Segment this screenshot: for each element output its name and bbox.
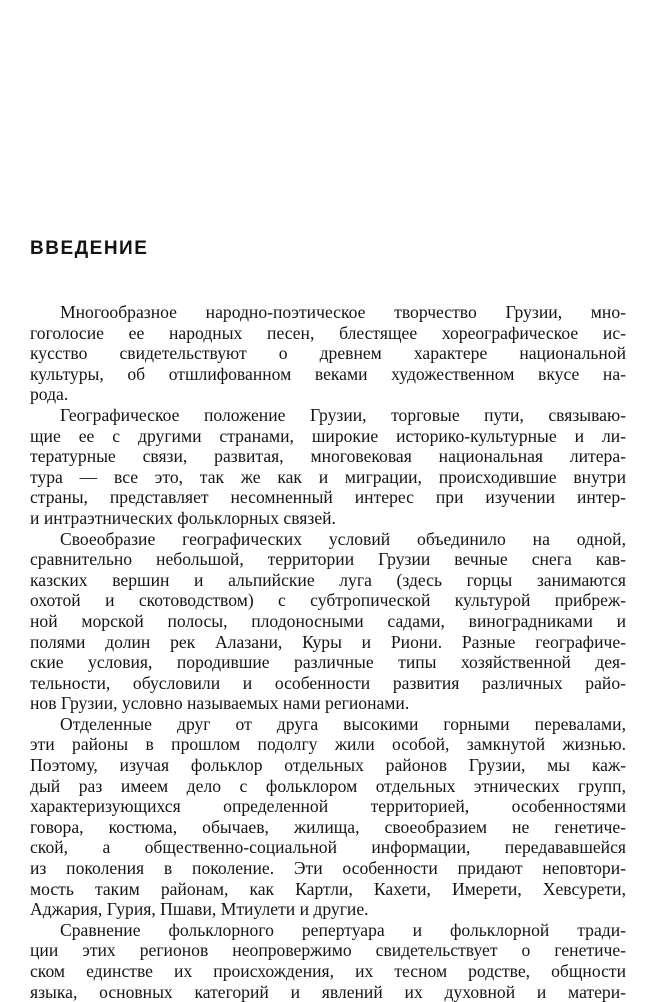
text-line: тура — все это, так же как и миграции, происходившие внутри bbox=[30, 466, 626, 487]
text-line: гоголосие ее народных песен, блестящее хореографическое ис- bbox=[30, 322, 626, 343]
text-line: страны, представляет несомненный интерес при изучении интер- bbox=[30, 487, 626, 508]
text-line: языка, основных категорий и явлений их духовной и матери- bbox=[30, 981, 626, 1002]
text-line: мость таким районам, как Картли, Кахети, Имерети, Хевсурети, bbox=[30, 878, 626, 899]
text-line: ские условия, породившие различные типы хозяйственной дея- bbox=[30, 652, 626, 673]
text-line: тературные связи, развитая, многовековая национальная литера- bbox=[30, 446, 626, 467]
text-line: охотой и скотоводством) с субтропической культурой прибреж- bbox=[30, 590, 626, 611]
text-line: Многообразное народно-поэтическое творчество Грузии, мно- bbox=[60, 302, 626, 322]
text-line: эти районы в прошлом подолгу жили особой, замкнутой жизнью. bbox=[30, 734, 626, 755]
body-text bbox=[30, 302, 626, 1002]
text-line: культуры, об отшлифованном веками художественном вкусе на- bbox=[30, 363, 626, 384]
text-line: характеризующихся определенной территорией, особенностями bbox=[30, 796, 626, 817]
text-line: ной морской полосы, плодоносными садами, виноградниками и bbox=[30, 610, 626, 631]
text-line: казских вершин и альпийские луга (здесь горцы занимаются bbox=[30, 569, 626, 590]
text-line: сравнительно небольшой, территории Грузии вечные снега кав- bbox=[30, 549, 626, 570]
text-line: Отделенные друг от друга высокими горными перевалами, bbox=[60, 713, 626, 734]
text-line: дый раз имеем дело с фольклором отдельных этнических групп, bbox=[30, 775, 626, 796]
text-line: ской, а общественно-социальной информации, передававшейся bbox=[30, 837, 626, 858]
text-line: ском единстве их происхождения, их тесном родстве, общности bbox=[30, 961, 626, 981]
text-line: Сравнение фольклорного репертуара и фольклорной тради- bbox=[60, 919, 626, 940]
text-line: Своеобразие географических условий объединило на одной, bbox=[60, 528, 626, 549]
text-line: кусство свидетельствуют о древнем характере национальной bbox=[30, 343, 626, 364]
text-line: и интраэтнических фольклорных связей. bbox=[30, 507, 336, 528]
text-line: полями долин рек Алазани, Куры и Риони. Разные географиче- bbox=[30, 631, 626, 652]
text-line: говора, костюма, обычаев, жилища, своеобразием не генетиче- bbox=[30, 816, 626, 837]
section-heading: ВВЕДЕНИЕ bbox=[30, 238, 149, 259]
text-line: Аджария, Гурия, Пшави, Мтиулети и другие. bbox=[30, 899, 369, 920]
text-line: рода. bbox=[30, 384, 69, 405]
text-line: Географическое положение Грузии, торговые пути, связываю- bbox=[60, 404, 626, 425]
text-line: щие ее с другими странами, широкие историко-культурные и ли- bbox=[30, 425, 626, 446]
text-line: нов Грузии, условно называемых нами регионами. bbox=[30, 693, 410, 714]
text-line: Поэтому, изучая фольклор отдельных районов Грузии, мы каж- bbox=[30, 755, 626, 776]
text-line: ции этих регионов неопровержимо свидетельствует о генетиче- bbox=[30, 940, 626, 961]
text-line: тельности, обусловили и особенности развития различных райо- bbox=[30, 672, 626, 693]
text-line: из поколения в поколение. Эти особенности придают неповтори- bbox=[30, 858, 626, 879]
